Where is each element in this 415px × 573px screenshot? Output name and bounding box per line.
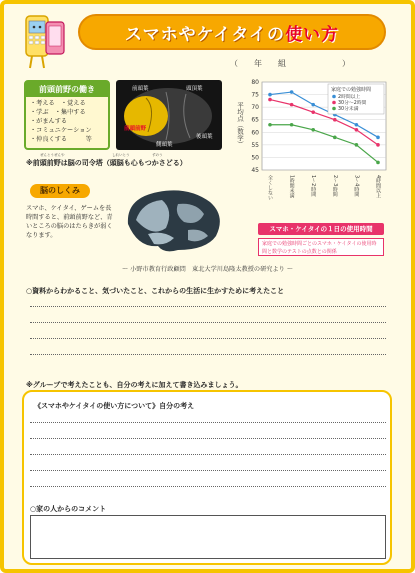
- page-title: スマホやケイタイの使い方: [124, 25, 340, 45]
- x-tick-label: 4時間以上: [375, 175, 381, 199]
- data-point: [355, 123, 359, 127]
- ruby-text: ぜんとうぜんや: [40, 153, 65, 157]
- legend-title: 家庭での勉強時間: [331, 87, 372, 93]
- frontal-function-box: [24, 80, 110, 150]
- brain-label: 前頭葉: [132, 86, 149, 92]
- y-tick-label: 55: [251, 141, 259, 149]
- function-item: ・考える ・覚える: [30, 100, 86, 107]
- x-tick-label: 3～4時間: [353, 175, 360, 197]
- data-point: [290, 90, 294, 94]
- family-comment-title: ○家の人からのコメント: [30, 505, 107, 513]
- family-comment-box[interactable]: [30, 515, 386, 559]
- y-tick-label: 45: [251, 167, 259, 174]
- chart-note: 家庭での勉強時間ごとのスマホ・ケイタイの使用時間と数学のテストの点数との関係: [258, 238, 384, 256]
- brain-lobes-illustration: [116, 80, 222, 150]
- y-tick-label: 65: [251, 116, 259, 124]
- brain-scan-illustration: [118, 184, 228, 256]
- opinion-line[interactable]: [30, 438, 386, 439]
- brain-label: 前頭前野: [124, 126, 147, 132]
- legend-label: 30分～2時間: [338, 101, 367, 106]
- group-instruction: ※グループで考えたことも、自分の考えに加えて書き込みましょう。: [26, 381, 243, 389]
- y-tick-label: 80: [251, 79, 259, 86]
- question-reflection: ○資料からわかること、気づいたこと、これからの生活に生かすために考えたこと: [26, 287, 285, 295]
- phone-mascot-icon: [24, 10, 66, 72]
- legend-label: 2時間以上: [338, 95, 361, 100]
- function-item: ・学ぶ ・集中する: [30, 109, 86, 116]
- y-tick-label: 60: [251, 129, 259, 137]
- function-item: ・仲良くする 等: [30, 136, 92, 143]
- brain-label: 側頭葉: [156, 142, 173, 148]
- title-banner: [78, 14, 386, 50]
- data-point: [311, 103, 315, 107]
- opinion-line[interactable]: [30, 486, 386, 487]
- data-point: [376, 161, 380, 165]
- data-point: [355, 128, 359, 132]
- data-point: [311, 128, 315, 132]
- y-axis-label: 平均点（数学）: [236, 102, 244, 148]
- answer-line[interactable]: [30, 354, 386, 355]
- answer-line[interactable]: [30, 322, 386, 323]
- y-tick-label: 50: [251, 154, 259, 162]
- x-tick-label: 1時間未満: [288, 175, 295, 199]
- opinion-line[interactable]: [30, 470, 386, 471]
- y-tick-label: 70: [251, 104, 259, 112]
- source-note: ～ 小野市教育行政顧問 東北大学川島隆太教授の研究より ～: [122, 266, 293, 273]
- brain-label: 後頭葉: [196, 134, 213, 140]
- data-point: [290, 103, 294, 107]
- opinion-title: 《スマホやケイタイの使い方について》自分の考え: [34, 402, 195, 410]
- data-point: [333, 136, 337, 140]
- opinion-line[interactable]: [30, 454, 386, 455]
- opinion-line[interactable]: [30, 422, 386, 423]
- function-item: ・がまんする: [30, 118, 68, 125]
- y-tick-label: 75: [251, 91, 259, 99]
- brain-mechanism-title: 脳のしくみ: [30, 184, 90, 198]
- frontal-note: ※前頭前野は脳の司令塔（頭脳も心もつかさどる）: [26, 159, 187, 167]
- data-point: [268, 123, 272, 127]
- data-point: [290, 123, 294, 127]
- frontal-function-title: 前頭前野の働き: [26, 82, 108, 97]
- legend-marker: [332, 95, 336, 99]
- data-point: [311, 110, 315, 114]
- legend-marker: [332, 107, 336, 111]
- legend-marker: [332, 101, 336, 105]
- ruby-text: ずのう: [152, 153, 163, 157]
- frontal-function-list: [26, 97, 108, 146]
- chart-caption: スマホ・ケイタイの１日の使用時間: [258, 223, 384, 235]
- x-tick-label: 1～2時間: [310, 175, 317, 197]
- data-point: [333, 118, 337, 122]
- answer-line[interactable]: [30, 306, 386, 307]
- data-point: [376, 143, 380, 147]
- score-line-chart: [232, 70, 392, 230]
- function-item: ・コミュニケーション: [30, 127, 92, 134]
- answer-line[interactable]: [30, 338, 386, 339]
- data-point: [355, 143, 359, 147]
- brain-mechanism-text: スマホ、ケイタイ、ゲームを長時間すると、前頭前野など、青いところの脳のはたらきが弱くなります。: [26, 205, 113, 239]
- data-point: [376, 136, 380, 140]
- legend-label: 30分未満: [338, 107, 359, 112]
- data-point: [268, 93, 272, 97]
- data-point: [268, 98, 272, 102]
- year-class-field[interactable]: （ 年 組 ）: [230, 59, 350, 68]
- x-tick-label: 2～3時間: [331, 175, 338, 197]
- ruby-text: しれいとう: [112, 153, 130, 157]
- x-tick-label: 全くしない: [267, 175, 273, 200]
- brain-label: 頭頂葉: [186, 86, 203, 92]
